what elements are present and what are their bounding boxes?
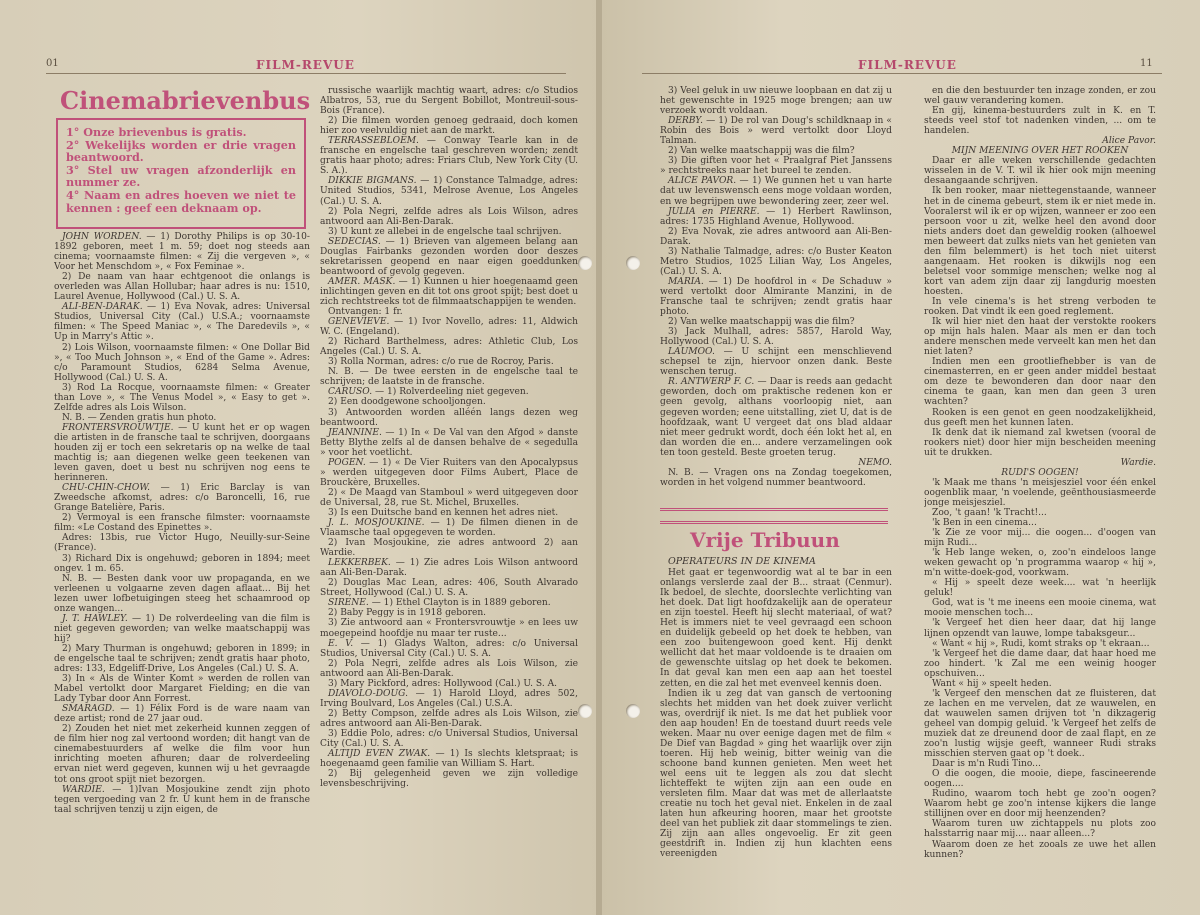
column-paragraph: 3) Die giften voor het « Praalgraf Piet Janssens » rechtstreeks naar het bureel te zenden. — [660, 156, 892, 177]
correspondent-name: FRONTERSVROUWTJE. — [62, 422, 179, 433]
column-paragraph: O die oogen, die mooie, diepe, fascineerende oogen.... — [924, 769, 1156, 790]
column-paragraph: 2) Een doodgewone schooljongen. — [328, 397, 486, 408]
column-paragraph: 'k Vergeef den menschen dat ze fluisteren, dat ze lachen en me vervelen, dat ze wauwelen, en dat wauwelen samen drijven tot 'n dikzagerig geheel van dompig geluid. 'k Vergeef het zelfs de muziek dat ze dreunend door de zaal flapt, en ze zoo'n lustig wijsje geeft, wanneer Rudi straks misschien sterven gaat op 't doek.. — [924, 688, 1156, 760]
column-paragraph: « Hij » speelt deze week.... wat 'n heerlijk geluk! — [924, 578, 1156, 599]
column-paragraph: 3) Is een Duitsche band en kennen het adres niet. — [328, 507, 559, 518]
correspondent-name: LAUMOO. — [668, 347, 724, 358]
column-paragraph: Indien ik u zeg dat van gansch de vertooning slechts het midden van het doek zuiver verlicht was, overdrijf ik niet. Is me dat het publiek voor den aap houden! En de toestand duurt reeds vele weken. Maar nu over eenige dagen met de film « De Dief van Bagdad » ging het waarlijk over zijn toeren. Hij heb weinig, bitter weinig van die schoone band kunnen genieten. Men weet het wel eens uit te leggen als zou dat slecht lichteffekt te wijten zijn aan een oude en versleten film. Maar dat was met de allerlaatste creatie nu toch het geval niet. Enkelen in de zaal laten hun afkeuring hooren, maar het grootste deel van het publiek zit daar stommelings te zien. Zij zijn aan alles ongevoelig. Er zit geen geestdrift in. Indien zij hun klachten eens vereenigden — [660, 688, 892, 860]
column-paragraph: DERBY. — 1) De rol van Doug's schildknaap in « Robin des Bois » werd vertolkt door Lloyd Talman. — [660, 116, 892, 147]
column-paragraph: 'k Maak me thans 'n meisjesziel voor één enkel oogenblik maar, 'n voelende, geënthousiasmeerde jonge meisjesziel. — [924, 477, 1156, 508]
right-page — [602, 0, 1200, 915]
column-paragraph: « Want « hij », Rudi, komt straks op 't ekraan... — [932, 638, 1150, 649]
column-paragraph: Ontvangen: 1 fr. — [328, 307, 403, 318]
column-paragraph: 2) Die filmen worden genoeg gedraaid, doch komen hier zoo veelvuldig niet aan de markt. — [320, 116, 578, 137]
left-header-rule — [46, 73, 566, 74]
left-running-head: FILM-REVUE — [256, 58, 355, 72]
column-paragraph: 'k Vergeef het dien heer daar, dat hij lange lijnen opzendt van lauwe, lompe tabaksgeur... — [924, 618, 1156, 639]
column-paragraph: MARIA. — 1) De hoofdrol in « De Schaduw » werd vertolkt door Almirante Manzini, in de Fransche taal te schrijven; zendt gratis haar photo. — [660, 276, 892, 318]
correspondent-name: CARUSO. — [328, 387, 375, 398]
vrije-tribuun-ornament — [660, 508, 888, 524]
column-paragraph: 2) Douglas Mac Lean, adres: 406, South Alvarado Street, Hollywood (Cal.) U. S. A. — [320, 578, 578, 599]
column-paragraph: POGEN. — 1) « De Vier Ruiters van den Apocalypsus » werden uitgegeven door Films Aubert, Place de Brouckère, Bruxelles. — [320, 457, 578, 488]
left-page — [0, 0, 598, 915]
column-paragraph: 2) Zouden het niet met zekerheid kunnen zeggen of de film hier nog zal vertoond worden; dit hangt van de cinemabestuurders af welke die film voor hun inrichting moeten afhuren; daar de rolverdeeling ervan niet werd gegeven, kunnen wij u het gevraagde tot ons groot spijt niet bezorgen. — [54, 724, 310, 785]
rule-1: 1° Onze brievenbus is gratis. — [66, 125, 247, 139]
signature: Alice Pavor. — [1102, 136, 1156, 147]
column-paragraph: en die den bestuurder ten inzage zonden, er zou wel gauw verandering komen. — [924, 86, 1156, 107]
column-paragraph: Ik ben rooker, maar niettegenstaande, wanneer het in de cinema gebeurt, stem ik er niet mede in. Vooralerst wil ik er op wijzen, wanneer er zoo een persoon voor u zit, welke heel den avond door niets anders doet dan geweldig rooken (alhoewel men beweert dat zulks niets van het genieten van den film belemmert) is het toch niet uiterst aangenaam. Het rooken is dikwijls nog een beletsel voor sommige menschen; welke nog al kort van adem zijn daar zij langdurig moesten hoesten. — [924, 186, 1156, 297]
correspondent-name: MARIA. — [668, 276, 709, 287]
column-paragraph: 'k Vergeef het die dame daar, dat haar hoed me zoo hindert. 'k Zal me een weinig hooger opschuiven... — [924, 648, 1156, 679]
column-paragraph: 3) Eddie Polo, adres: c/o Universal Studios, Universal City (Cal.) U. S. A. — [320, 729, 578, 750]
vrije-tribuun-title: Vrije Tribuun — [690, 528, 840, 552]
rule-4: 4° Naam en adres hoeven we niet te kennen : geef een deknaam op. — [66, 187, 296, 215]
column-paragraph: God, wat is 't me ineens een mooie cinema, wat mooie menschen toch... — [924, 598, 1156, 619]
column-paragraph: 3) In « Als de Winter Komt » werden de rollen van Mabel vertolkt door Margaret Fielding; en die van Lady Tybar door Ann Forrest. — [54, 674, 310, 705]
rule-3: 3° Stel uw vragen afzonderlijk en nummer ze. — [66, 162, 296, 190]
column-paragraph: 2) « De Maagd van Stamboul » werd uitgegeven door de Universal, 28, rue St. Michel, Bruxelles. — [320, 487, 578, 508]
correspondent-name: CHU-CHIN-CHOW. — [62, 483, 161, 494]
column-paragraph: AMER. MASK. — 1) Kunnen u hier hoegenaamd geen inlichtingen geven en dit tot ons groot spijt; best doet u zich rechtstreeks tot de filmmaatschappijen te wenden. — [320, 276, 578, 307]
column-paragraph: ALI-BEN-DARAK. — 1) Eva Novak, adres: Universal Studios, Universal City (Cal.) U.S.A.; voornaamste filmen: « The Speed Maniac », « The Daredevils », « Up in Marry's Attic ». — [54, 302, 310, 343]
column-paragraph: 'k Heb lange weken, o, zoo'n eindeloos lange weken gewacht op 'n programma waarop « hij », m'n witte-doek-god, voorkwam. — [924, 548, 1156, 579]
correspondent-name: SEDECIAS. — [328, 236, 386, 247]
correspondent-name: ALICE PAVOR. — [668, 176, 740, 187]
column-paragraph: Daar is m'n Rudi Tino... — [932, 759, 1041, 770]
column-paragraph: SEDECIAS. — 1) Brieven van algemeen belang aan Douglas Fairbanks gezonden worden door deszes sekretarissen geopend en naar eigen goeddunken beantwoord of gevolg gegeven. — [320, 236, 578, 277]
correspondent-name: ALTIJD EVEN ZWAK. — [328, 749, 436, 760]
cinemabrievenbus-title: Cinemabrievenbus — [60, 86, 311, 115]
column-paragraph: JEANNINE. — 1) In « De Val van den Afgod » danste Betty Blythe zelfs al de dansen behalve de « segedulla » voor het voetlicht. — [320, 427, 578, 458]
column-paragraph: CARUSO. — 1) Rolverdeeling niet gegeven. — [328, 387, 529, 398]
column-paragraph: En gij, kinema-bestuurders zult in K. en T. steeds veel stof tot nadenken vinden, ... om te handelen. — [924, 106, 1156, 137]
column-paragraph: 2) De naam van haar echtgenoot die onlangs is overleden was Allan Hollubar; haar adres is nu: 1510, Laurel Avenue, Hollywood (Cal.) U. S. A. — [54, 272, 310, 303]
column-paragraph: 3) Rod La Rocque, voornaamste filmen: « Greater than Love », « The Venus Model », « Easy to get ». Zelfde adres als Lois Wilson. — [54, 382, 310, 413]
correspondent-name: GENEVIEVE. — [328, 317, 395, 328]
left-column-2 — [320, 86, 578, 904]
column-paragraph: 2) Mary Thurman is ongehuwd; geboren in 1899; in de engelsche taal te schrijven; zendt gratis haar photo, adres: 133, Edgeliff-Drive, Los Angeles (Cal.) U. S. A. — [54, 643, 310, 675]
correspondent-name: DERBY. — [668, 116, 707, 127]
column-paragraph: Ik denk dat ik niemand zal kwetsen (vooral de rookers niet) door hier mijn bescheiden meening uit te drukken. — [924, 427, 1156, 458]
column-paragraph: JULIA en PIERRE. — 1) Herbert Rawlinson, adres: 1735 Highland Avenue, Hollywood. — [660, 206, 892, 227]
column-paragraph: DIKKIE BIGMANS. — 1) Constance Talmadge, adres: United Studios, 5341, Melrose Avenue, Los Angeles (Cal.) U. S. A. — [320, 176, 578, 207]
right-page-number: 11 — [1140, 58, 1153, 69]
correspondent-name: JULIA en PIERRE. — [668, 206, 767, 217]
column-paragraph: 2) Ivan Mosjoukine, zie adres antwoord 2) aan Wardie. — [320, 538, 578, 559]
column-paragraph: 3) Nathalie Talmadge, adres: c/o Buster Keaton Metro Studios, 1025 Lilian Way, Los Angeles, (Cal.) U. S. A. — [660, 246, 892, 277]
correspondent-name: R. ANTWERP F. C. — [668, 377, 758, 388]
column-paragraph: N. B. — De twee eersten in de engelsche taal te schrijven; de laatste in de fransche. — [320, 367, 578, 388]
column-paragraph: DIAVOLO-DOUG. — 1) Harold Lloyd, adres 502, Irving Boulvard, Los Angeles (Cal.) U.S.A. — [320, 688, 578, 709]
punch-hole — [626, 256, 640, 270]
column-paragraph: Waarom doen ze het zooals ze uwe het allen kunnen? — [924, 839, 1156, 860]
column-paragraph: 3) Zie antwoord aan « Frontersvrouwtje » en lees uw moegepeind hoofdje nu maar ter ruste... — [320, 618, 578, 639]
column-paragraph: Ik wil hier niet den haat der verstokte rookers op mijn hals halen. Maar als men er dan toch andere menschen mede verveelt kan men het dan niet laten? — [924, 317, 1156, 358]
correspondent-name: DIAVOLO-DOUG. — [328, 688, 416, 699]
column-paragraph: N. B. — Zenden gratis hun photo. — [62, 412, 217, 423]
column-paragraph: Rudino, waarom toch hebt ge zoo'n oogen? Waarom hebt ge zoo'n intense kijkers die lange stillijnen over en door mij heenzenden? — [924, 789, 1156, 820]
column-paragraph: WARDIE. — 1)Ivan Mosjoukine zendt zijn photo tegen vergoeding van 2 fr. U kunt hem in de fransche taal schrijven tenzij u zijn eigen, de — [54, 784, 310, 815]
correspondent-name: SIRENE. — [328, 598, 372, 609]
column-paragraph: SIRENE. — 1) Ethel Clayton is in 1889 geboren. — [328, 598, 551, 609]
column-paragraph: J. T. HAWLEY. — 1) De rolverdeeling van die film is niet gegeven geworden; van welke maatschappij was hij? — [54, 613, 310, 644]
section-heading: MIJN MEENING OVER HET ROOKEN — [951, 146, 1129, 157]
column-paragraph: TERRASSEBLOEM. — Conway Tearle kan in de fransche en engelsche taal geschreven worden; zendt gratis haar photo; adres: Friars Club, New York City (U. S. A.). — [320, 136, 578, 177]
column-paragraph: Waarom turen uw zichtappels nu plots zoo halsstarrig naar mij.... naar alleen...? — [924, 819, 1156, 840]
correspondent-name: SMARAGD. — [62, 704, 121, 715]
column-paragraph: JOHN WORDEN. — 1) Dorothy Philips is op 30-10-1892 geboren, meet 1 m. 59; doet nog steeds aan cinema; voornaamste filmen: « Zij die vergeven », « Voor het Menschdom », « Fox Feminae ». — [54, 232, 310, 273]
punch-hole — [578, 704, 592, 718]
column-paragraph: Zoo, 't gaan! 'k Tracht!... — [932, 507, 1047, 518]
column-paragraph: CHU-CHIN-CHOW. — 1) Eric Barclay is van Zweedsche afkomst, adres: c/o Baroncelli, 16, rue Grange Batelière, Paris. — [54, 483, 310, 514]
column-paragraph: 2) Betty Compson, zelfde adres als Lois Wilson, zie adres antwoord aan Ali-Ben-Darak. — [320, 708, 578, 729]
vrije-tribuun-subtitle: OPERATEURS IN DE KINEMA — [668, 556, 816, 567]
column-paragraph: In vele cinema's is het streng verboden te rooken. Dat vindt ik een goed reglement. — [924, 296, 1156, 318]
column-paragraph: 2) Van welke maatschappij was die film? — [668, 146, 855, 157]
column-paragraph: 2) Eva Novak, zie adres antwoord aan Ali-Ben-Darak. — [660, 226, 892, 247]
punch-hole — [578, 256, 592, 270]
correspondent-name: J. L. MOSJOUKINE. — [328, 518, 431, 529]
column-paragraph: ALTIJD EVEN ZWAK. — 1) Is slechts kletspraat; is hoegenaamd geen familie van William S. Hart. — [320, 749, 578, 770]
correspondent-name: WARDIE. — [62, 784, 113, 795]
column-paragraph: Rooken is een genot en geen noodzakelijkheid, dus geeft men het kunnen laten. — [924, 407, 1156, 428]
column-paragraph: 2) Pola Negri, zelfde adres als Lois Wilson, adres antwoord aan Ali-Ben-Darak. — [320, 206, 578, 227]
column-paragraph: 2) Baby Peggy is in 1918 geboren. — [328, 608, 487, 619]
column-paragraph: 3) Mary Pickford, adres: Hollywood (Cal.) U. S. A. — [328, 678, 558, 689]
column-paragraph: 2) Bij gelegenheid geven we zijn volledige levensbeschrijving. — [320, 769, 578, 790]
column-paragraph: SMARAGD. — 1) Félix Ford is de ware naam van deze artist; rond de 27 jaar oud. — [54, 704, 310, 725]
column-paragraph: ALICE PAVOR. — 1) We gunnen het u van harte dat uw levenswensch eens moge voldaan worden, en we begrijpen uwe bewondering zeer, zeer wel. — [660, 176, 892, 207]
correspondent-name: ALI-BEN-DARAK. — [62, 302, 147, 313]
correspondent-name: TERRASSEBLOEM. — [328, 136, 427, 147]
correspondent-name: E. V. — [328, 638, 361, 649]
right-column-2 — [924, 86, 1156, 908]
column-paragraph: 3) Richard Dix is ongehuwd; geboren in 1894; meet ongev. 1 m. 65. — [54, 553, 310, 574]
column-paragraph: Het gaat er tegenwoordig wat al te bar in een onlangs verslerde zaal der B... straat (Cenmur). Ik bedoel, de slechte, doorslechte verlichting van het doek. Dat ligt hoofdzakelijk aan de operateur en zijn toestel. Heeft hij slecht materiaal, of wat? Het is immers niet te veel gevraagd een schoon en duidelijk gebeeld op het doek te hebben, van een zoo buitengewoon goed kent. Hij denkt wellicht dat het maar voldoende is te draaien om de gewenschte uitslag op het doek te bekomen. In dat geval kan men een aap aan het toestel zetten, en die zal het met evenveel kennis doen. — [660, 568, 892, 689]
column-paragraph: E. V. — 1) Gladys Walton, adres: c/o Universal Studios, Universal City (Cal.) U. S. A. — [320, 638, 578, 659]
column-paragraph: N. B. — Vragen ons na Zondag toegekomen, worden in het volgend nummer beantwoord. — [660, 467, 892, 488]
column-paragraph: Daar er alle weken verschillende gedachten wisselen in de V. T. wil ik hier ook mijn meening desaangaande schrijven. — [924, 156, 1156, 187]
correspondent-name: DIKKIE BIGMANS. — [328, 176, 421, 187]
column-paragraph: 3) Veel geluk in uw nieuwe loopbaan en dat zij u het gewenschte in 1925 moge brengen; aan uw verzoek wordt voldaan. — [660, 86, 892, 117]
correspondent-name: JEANNINE. — [328, 427, 386, 438]
column-paragraph: 'k Ben in een cinema... — [932, 518, 1037, 529]
left-column-1 — [54, 232, 310, 904]
column-paragraph: GENEVIEVE. — 1) Ivor Novello, adres: 11, Aldwich W. C. (Engeland). — [320, 317, 578, 338]
column-paragraph: 3) Rolla Norman, adres: c/o rue de Rocroy, Paris. — [328, 357, 554, 368]
right-column-1 — [660, 86, 892, 504]
column-paragraph: Indien men een grootliefhebber is van de cinemasterren, en er geen ander middel bestaat om deze te bewonderen dan door naar den cinema te gaan, kan men dan geen 3 uren wachten? — [924, 357, 1156, 408]
correspondent-name: AMER. MASK. — [328, 276, 399, 287]
right-column-1-tribuun — [660, 568, 892, 908]
column-paragraph: 2) Van welke maatschappij was die film? — [668, 317, 855, 328]
correspondent-name: POGEN. — [328, 457, 370, 468]
column-paragraph: FRONTERSVROUWTJE. — U kunt het er op wagen die artisten in de fransche taal te schrijven, doorgaans houden zij er toch een sekretaris op na welke de taal machtig is; aan diegenen welke geen teekenen van leven gaven, doet u best nu schrijven nog eens te herinneren. — [54, 422, 310, 484]
column-paragraph: R. ANTWERP F. C. — Daar is reeds aan gedacht geworden, doch om praktische redenen kon er geen gevolg, althans voorloopig niet, aan gegeven worden; eene uitstalling, ziet U, dat is de hoofdzaak, want U vergeet dat ons blad aldaar niet meer gedrukt wordt, doch één lokt het al, en dan worden die en... andere verzamelingen ook ten toon gesteld. Beste groeten terug. — [660, 377, 892, 458]
column-paragraph: N. B. — Besten dank voor uw propaganda, en we verleenen u volgaarne zeven dagen aflaat... Bij het lezen uwer lofbetuigingen steeg het schaamrood op onze wangen... — [54, 573, 310, 614]
rule-2: 2° Wekelijks worden er drie vragen beantwoord. — [66, 137, 296, 165]
correspondent-name: J. T. HAWLEY. — [62, 613, 132, 624]
correspondent-name: JOHN WORDEN. — [62, 232, 147, 242]
column-paragraph: Want « hij » speelt heden. — [932, 678, 1052, 689]
punch-hole — [626, 704, 640, 718]
right-header-rule — [642, 73, 1162, 74]
left-page-number: 01 — [46, 58, 59, 69]
column-paragraph: Adres: 13bis, rue Victor Hugo, Neuilly-sur-Seine (France). — [54, 533, 310, 554]
column-paragraph: 3) Jack Mulhall, adres: 5857, Harold Way, Hollywood (Cal.) U. S. A. — [660, 327, 892, 348]
column-paragraph: 2) Lois Wilson, voornaamste filmen: « One Dollar Bid », « Too Much Johnson », « End of the Game ». Adres: c/o Paramount Studios, 6284 Selma Avenue, Hollywood (Cal.) U. S. A. — [54, 342, 310, 383]
right-running-head: FILM-REVUE — [858, 58, 957, 72]
column-paragraph: 2) Vermoyal is een fransche filmster: voornaamste film: «Le Costand des Epinettes ». — [54, 513, 310, 534]
column-paragraph: russische waarlijk machtig waart, adres: c/o Studios Albatros, 53, rue du Sergent Bobillot, Montreuil-sous-Bois (France). — [320, 86, 578, 117]
column-paragraph: LEKKERBEK. — 1) Zie adres Lois Wilson antwoord aan Ali-Ben-Darak. — [320, 558, 578, 579]
section-heading: RUDI'S OOGEN! — [1001, 467, 1079, 478]
signature: NEMO. — [858, 457, 892, 468]
column-paragraph: 3) U kunt ze allebei in de engelsche taal schrijven. — [328, 226, 562, 237]
signature: Wardie. — [1120, 457, 1156, 468]
column-paragraph: 2) Richard Barthelmess, adres: Athletic Club, Los Angeles (Cal.) U. S. A. — [320, 337, 578, 358]
column-paragraph: J. L. MOSJOUKINE. — 1) De filmen dienen in de Vlaamsche taal opgegeven te worden. — [320, 518, 578, 539]
column-paragraph: 'k Zie ze voor mij... die oogen... d'oogen van mijn Rudi... — [924, 528, 1156, 549]
column-paragraph: LAUMOO. — U schijnt een menschlievend schepsel te zijn, hiervoor onzen dank. Beste wenschen terug. — [660, 347, 892, 378]
rules-box — [56, 118, 306, 229]
column-paragraph: 3) Antwoorden worden alléén langs dezen weg beantwoord. — [320, 407, 578, 428]
correspondent-name: LEKKERBEK. — [328, 558, 396, 569]
column-paragraph: 2) Pola Negri, zelfde adres als Lois Wilson, zie antwoord aan Ali-Ben-Darak. — [320, 658, 578, 679]
